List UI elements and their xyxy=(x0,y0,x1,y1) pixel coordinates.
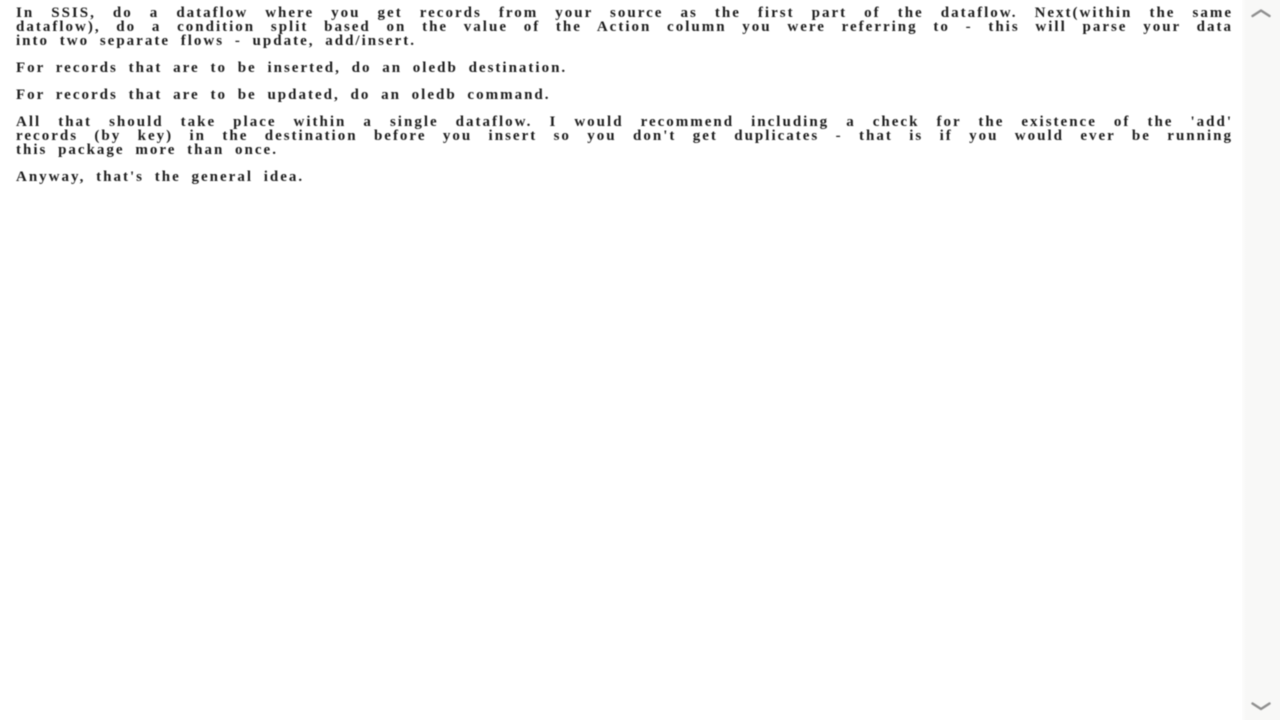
paragraph xyxy=(16,88,1233,102)
text-line: Anyway, that's the general idea. xyxy=(16,169,305,185)
text-line: All that should take place within a single dataflow. I would recommend including a check for the existence of the 'add' xyxy=(16,114,1233,130)
text-line: into two separate flows - update, add/insert. xyxy=(16,33,416,49)
vertical-scrollbar[interactable] xyxy=(1242,0,1280,720)
text-line: For records that are to be inserted, do an oledb destination. xyxy=(16,60,568,76)
text-line: In SSIS, do a dataflow where you get records from your source as the first part of the dataflow. Next(within the same xyxy=(16,5,1233,21)
scroll-down-button[interactable] xyxy=(1249,700,1273,712)
paragraph xyxy=(16,115,1233,157)
paragraph xyxy=(16,6,1233,48)
chevron-up-icon xyxy=(1250,6,1272,21)
paragraph xyxy=(16,170,1233,184)
chevron-down-icon xyxy=(1250,699,1272,714)
scroll-up-button[interactable] xyxy=(1249,7,1273,19)
text-line: this package more than once. xyxy=(16,142,278,158)
text-line: dataflow), do a condition split based on the value of the Action column you were referring to - this will parse your data xyxy=(16,19,1233,35)
paragraph xyxy=(16,61,1233,75)
text-line: For records that are to be updated, do an oledb command. xyxy=(16,87,551,103)
text-line: records (by key) in the destination before you insert so you don't get duplicates - that is if you would ever be running xyxy=(16,128,1233,144)
